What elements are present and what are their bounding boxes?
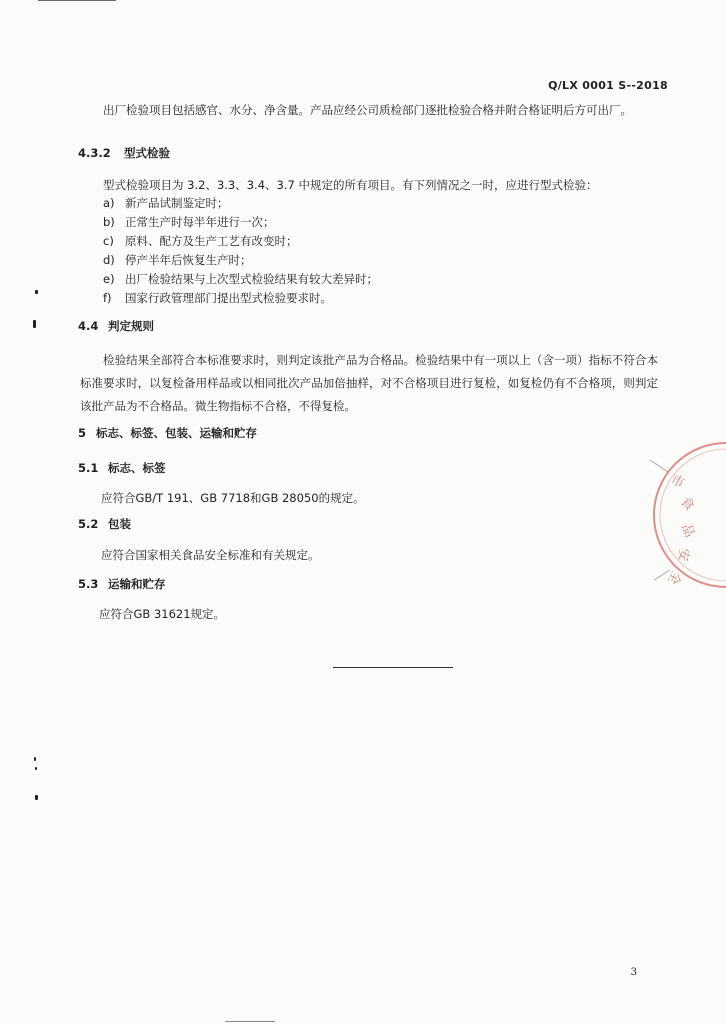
section-5-3-heading xyxy=(78,576,166,592)
document-code: Q/LX 0001 S--2018 xyxy=(548,79,668,92)
section-5-1-text: 应符合GB/T 191、GB 7718和GB 28050的规定。 xyxy=(101,491,365,505)
page-number: 3 xyxy=(630,967,637,978)
svg-text:品: 品 xyxy=(678,522,697,540)
list-marker: f) xyxy=(103,291,112,305)
scan-speck xyxy=(35,767,37,770)
section-5-1-heading xyxy=(78,460,166,476)
list-marker: a) xyxy=(103,196,115,210)
section-5-2-text: 应符合国家相关食品安全标准和有关规定。 xyxy=(101,548,320,562)
section-title: 判定规则 xyxy=(108,319,154,333)
list-marker: b) xyxy=(103,215,115,229)
svg-text:食: 食 xyxy=(677,494,697,515)
section-title: 包装 xyxy=(108,517,131,531)
scan-speck xyxy=(35,795,38,800)
section-5-heading xyxy=(78,425,257,441)
list-text: 正常生产时每半年进行一次； xyxy=(125,215,275,229)
section-number: 5.1 xyxy=(78,461,99,475)
section-4-4-heading xyxy=(78,318,154,334)
official-seal-stamp xyxy=(630,430,726,600)
scan-speck xyxy=(33,320,36,328)
section-number: 5.3 xyxy=(78,577,99,591)
list-text: 出厂检验结果与上次型式检验结果有较大差异时； xyxy=(125,272,378,286)
section-number: 4.4 xyxy=(78,319,99,333)
list-text: 国家行政管理部门提出型式检验要求时。 xyxy=(125,291,332,305)
svg-text:全: 全 xyxy=(664,568,684,587)
svg-text:安: 安 xyxy=(674,547,691,562)
list-item xyxy=(103,214,275,230)
list-marker: e) xyxy=(103,272,115,286)
section-number: 5.2 xyxy=(78,517,99,531)
section-5-3-text: 应符合GB 31621规定。 xyxy=(99,607,226,621)
list-marker: c) xyxy=(103,234,114,248)
list-text: 新产品试制鉴定时； xyxy=(125,196,229,210)
section-4-3-2-intro: 型式检验项目为 3.2、3.3、3.4、3.7 中规定的所有项目。有下列情况之一时，应进行型式检验： xyxy=(103,178,598,192)
list-marker: d) xyxy=(103,253,115,267)
top-edge-line xyxy=(38,0,116,1)
list-text: 停产半年后恢复生产时； xyxy=(125,253,252,267)
section-title: 型式检验 xyxy=(124,146,170,160)
section-number: 5 xyxy=(78,426,87,440)
list-item xyxy=(103,271,378,287)
scan-speck xyxy=(34,757,36,761)
section-number: 4.3.2 xyxy=(78,146,111,160)
section-5-2-heading xyxy=(78,516,131,532)
list-item xyxy=(103,290,332,306)
intro-paragraph: 出厂检验项目包括感官、水分、净含量。产品应经公司质检部门逐批检验合格并附合格证明后方可出厂。 xyxy=(103,103,632,117)
section-4-3-2-heading xyxy=(78,145,170,161)
section-4-4-paragraph: 检验结果全部符合本标准要求时，则判定该批产品为合格品。检验结果中有一项以上（含一项）指标不符合本标准要求时，以复检备用样品或以相同批次产品加倍抽样，对不合格项目进行复检，如复检仍有不合格项，则判定该批产品为不合格品。微生物指标不合格，不得复检。 xyxy=(80,353,658,413)
section-title: 运输和贮存 xyxy=(108,577,166,591)
section-title: 标志、标签 xyxy=(108,461,166,475)
end-of-document-rule xyxy=(333,667,453,668)
list-item xyxy=(103,252,252,268)
list-item xyxy=(103,233,298,249)
list-text: 原料、配方及生产工艺有改变时； xyxy=(125,234,298,248)
scan-speck xyxy=(35,290,38,294)
bottom-edge-line xyxy=(225,1021,275,1022)
section-title: 标志、标签、包装、运输和贮存 xyxy=(96,426,257,440)
list-item xyxy=(103,195,229,211)
svg-text:市: 市 xyxy=(668,472,687,492)
